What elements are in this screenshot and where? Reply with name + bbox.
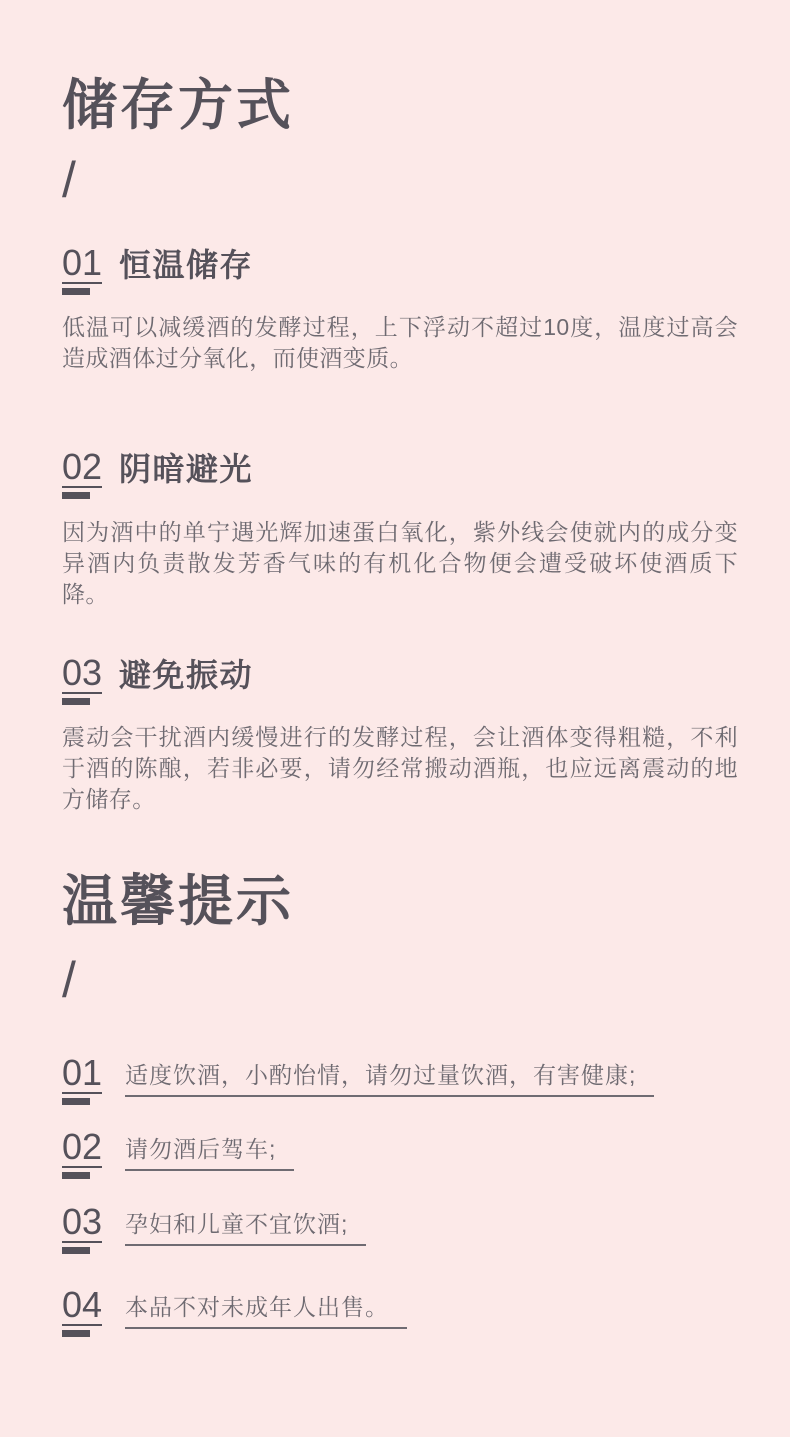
storage-item-1-header (62, 242, 254, 295)
number-dash (62, 492, 90, 499)
tips-section-title: 温馨提示 (62, 870, 295, 932)
tip-item-2 (62, 1126, 294, 1179)
storage-item-1-body: 低温可以减缓酒的发酵过程，上下浮动不超过10度，温度过高会造成酒体过分氧化，而使酒变质。 (62, 314, 738, 371)
storage-item-3-body: 震动会干扰酒内缓慢进行的发酵过程，会让酒体变得粗糙，不利于酒的陈酿，若非必要，请勿经常搬动酒瓶，也应远离震动的地方储存。 (62, 724, 738, 812)
storage-item-3-heading: 避免振动 (119, 657, 254, 693)
tip-item-4 (62, 1284, 407, 1337)
tip-item-1-text: 适度饮酒，小酌怡情，请勿过量饮酒，有害健康; (125, 1056, 654, 1097)
tip-item-4-number: 04 (62, 1284, 103, 1325)
number-dash (62, 1098, 90, 1105)
tip-item-2-number: 02 (62, 1126, 103, 1167)
number-dash (62, 1247, 90, 1254)
storage-item-2-body: 因为酒中的单宁遇光辉加速蛋白氧化，紫外线会使就内的成分变异酒内负责散发芳香气味的有机化合物便会遭受破坏使酒质下降。 (62, 519, 738, 607)
storage-item-3-number-block (62, 652, 103, 705)
tip-item-3-text: 孕妇和儿童不宜饮酒; (125, 1205, 366, 1246)
number-dash (62, 698, 90, 705)
tip-item-3 (62, 1201, 366, 1254)
storage-section-title: 储存方式 (62, 74, 295, 136)
storage-item-2-number-block (62, 446, 103, 499)
tip-item-3-number-block (62, 1201, 103, 1254)
storage-item-3-header (62, 652, 254, 705)
number-dash (62, 1172, 90, 1179)
number-dash (62, 1330, 90, 1337)
slash-divider: / (62, 952, 76, 1008)
number-dash (62, 288, 90, 295)
tip-item-1-number: 01 (62, 1052, 103, 1093)
storage-item-1-heading: 恒温储存 (119, 247, 254, 283)
storage-item-3-number: 03 (62, 652, 103, 693)
tip-item-3-number: 03 (62, 1201, 103, 1242)
storage-item-1-number: 01 (62, 242, 103, 283)
tip-item-2-number-block (62, 1126, 103, 1179)
tip-item-4-text: 本品不对未成年人出售。 (125, 1288, 407, 1329)
slash-divider: / (62, 152, 76, 208)
storage-item-2-number: 02 (62, 446, 103, 487)
tip-item-1-number-block (62, 1052, 103, 1105)
tip-item-2-text: 请勿酒后驾车; (125, 1130, 294, 1171)
storage-item-2-header (62, 446, 254, 499)
storage-item-2-heading: 阴暗避光 (119, 451, 254, 487)
storage-item-1-number-block (62, 242, 103, 295)
tip-item-4-number-block (62, 1284, 103, 1337)
tip-item-1 (62, 1052, 654, 1105)
